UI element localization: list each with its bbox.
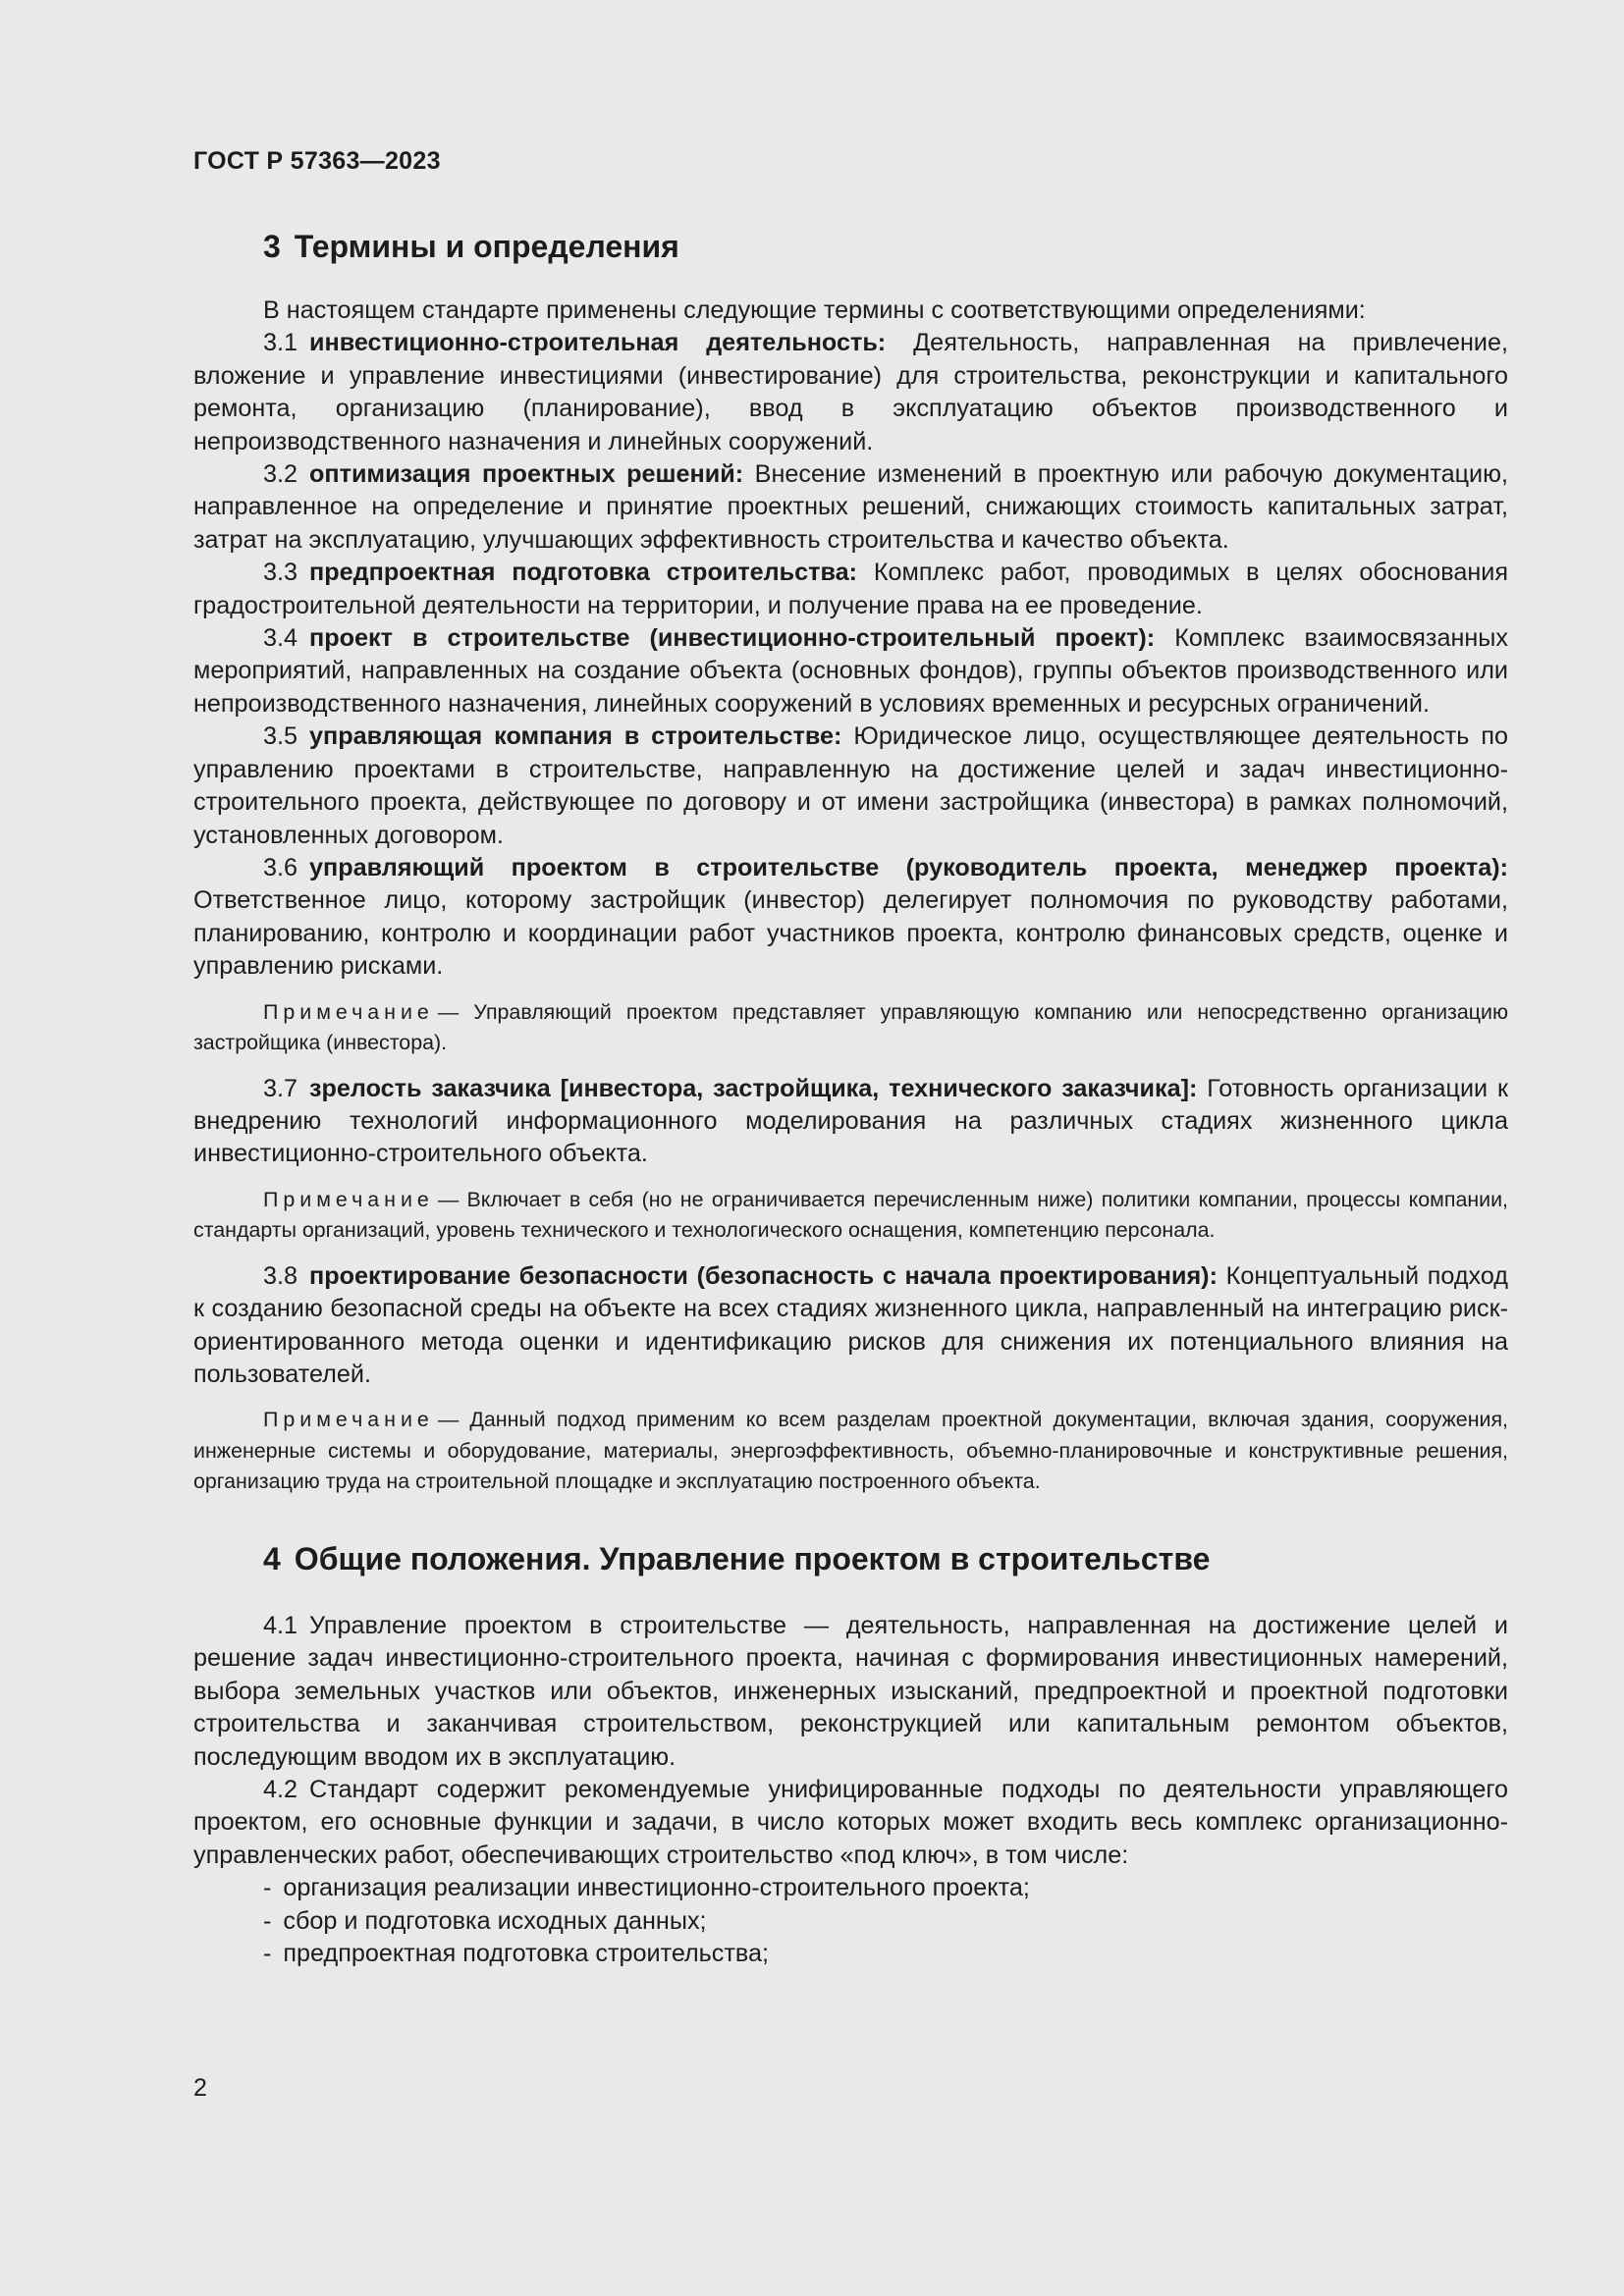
definition: Юридическое лицо, осуществляющее деятельность по управлению проектами в строительстве, направленную на достижение целей и задач инвестиционно-строительного проекта, действующее по договору и от имени застройщика (инвестора) в рамках полномочий, установленных договором. <box>193 722 1509 849</box>
section-3-intro: В настоящем стандарте применены следующие термины с соответствующими определениями: <box>263 296 1366 324</box>
clause-3-6: 3.6 управляющий проектом в строительстве (руководитель проекта, менеджер проекта): Ответственное лицо, которому застройщик (инвестор) делегирует полномочия по руководству работами, планированию, контролю и координации работ участников проекта, контролю финансовых средств, оценке и управлению рисками. <box>193 853 1508 981</box>
section-3-number: 3 <box>263 229 281 264</box>
page-number: 2 <box>193 2074 207 2102</box>
clause-3-3: 3.3 предпроектная подготовка строительства: Комплекс работ, проводимых в целях обоснования градостроительной деятельности на территории, и получение права на ее проведение. <box>193 559 1509 619</box>
note-label: Примечание <box>263 999 434 1024</box>
term: оптимизация проектных решений: <box>309 460 744 489</box>
note-3-6 <box>193 997 1508 1059</box>
section-3-heading: Термины и определения <box>294 229 679 264</box>
clause-3-7: 3.7 зрелость заказчика [инвестора, застройщика, технического заказчика]: Готовность организации к внедрению технологий информационного моделирования на различных стадиях жизненного цикла инвестиционно-строительного объекта. <box>193 1074 1508 1168</box>
definition: Комплекс взаимосвязанных мероприятий, направленных на создание объекта (основных фондов), группы объектов производственного или непроизводственного назначения, линейных сооружений в условиях временных и ресурсных ограничений. <box>193 624 1508 718</box>
note-text: — Включает в себя (но не ограничивается перечисленным ниже) политики компании, процессы компании, стандарты организаций, уровень технического и технологического оснащения, компетенцию персонала. <box>193 1187 1508 1243</box>
section-4-number: 4 <box>263 1540 281 1576</box>
section-4-title <box>193 1541 1508 1577</box>
clause-3-8: 3.8 проектирование безопасности (безопасность с начала проектирования): Концептуальный подход к созданию безопасной среды на объекте на всех стадиях жизненного цикла, направленный на интеграцию риск-ориентированного метода оценки и идентификацию рисков для снижения их потенциального влияния на пользователей. <box>193 1261 1509 1388</box>
note-text: — Управляющий проектом представляет управляющую компанию или непосредственно организацию застройщика (инвестора). <box>193 999 1508 1055</box>
task-list <box>193 1872 1508 1970</box>
clause-3-4: 3.4 проект в строительстве (инвестиционно-строительный проект): Комплекс взаимосвязанных мероприятий, направленных на создание объекта (основных фондов), группы объектов производственного или непроизводственного назначения, линейных сооружений в условиях временных и ресурсных ограничений. <box>193 624 1508 718</box>
clause-3-1: 3.1 инвестиционно-строительная деятельность: Деятельность, направленная на привлечение, вложение и управление инвестициями (инвестирование) для строительства, реконструкции и капитального ремонта, организацию (планирование), ввод в эксплуатацию объектов производственного и непроизводственного назначения и линейных сооружений. <box>193 329 1508 455</box>
section-4-heading: Общие положения. Управление проектом в строительстве <box>294 1540 1211 1576</box>
definition: Ответственное лицо, которому застройщик (инвестор) делегирует полномочия по руководству работами, планированию, контролю и координации работ участников проекта, контролю финансовых средств, оценке и управлению рисками. <box>193 886 1508 981</box>
definition: Концептуальный подход к созданию безопасной среды на объекте на всех стадиях жизненного цикла, направленный на интеграцию риск-ориентированного метода оценки и идентификацию рисков для снижения их потенциального влияния на пользователей. <box>193 1261 1509 1388</box>
note-3-8 <box>193 1405 1508 1498</box>
note-label: Примечание <box>263 1408 434 1432</box>
clause-4-2: 4.2 Стандарт содержит рекомендуемые унифицированные подходы по деятельности управляющего проектом, его основные функции и задачи, в число которых может входить весь комплекс организационно-управленческих работ, обеспечивающих строительство «под ключ», в том числе: <box>193 1775 1508 1869</box>
term: управляющий проектом в строительстве (руководитель проекта, менеджер проекта): <box>309 853 1508 881</box>
definition: Готовность организации к внедрению технологий информационного моделирования на различных стадиях жизненного цикла инвестиционно-строительного объекта. <box>193 1074 1508 1168</box>
standard-code: ГОСТ Р 57363—2023 <box>193 147 441 175</box>
term: зрелость заказчика [инвестора, застройщика, технического заказчика]: <box>309 1074 1198 1102</box>
note-text: — Данный подход применим ко всем разделам проектной документации, включая здания, сооружения, инженерные системы и оборудование, материалы, энергоэффективность, объемно-планировочные и конструктивные решения, организацию труда на строительной площадке и эксплуатацию построенного объекта. <box>193 1408 1508 1494</box>
list-item: - сбор и подготовка исходных данных; <box>263 1906 707 1935</box>
clause-3-2: 3.2 оптимизация проектных решений: Внесение изменений в проектную или рабочую документацию, направленное на определение и принятие проектных решений, снижающих стоимость капитальных затрат, затрат на эксплуатацию, улучшающих эффективность строительства и качество объекта. <box>193 460 1508 554</box>
definition: Внесение изменений в проектную или рабочую документацию, направленное на определение и принятие проектных решений, снижающих стоимость капитальных затрат, затрат на эксплуатацию, улучшающих эффективность строительства и качество объекта. <box>193 460 1508 554</box>
term: инвестиционно-строительная деятельность: <box>309 329 887 357</box>
term: управляющая компания в строительстве: <box>309 722 842 751</box>
section-3-title <box>193 229 1508 265</box>
note-3-7 <box>193 1185 1508 1247</box>
list-item: - организация реализации инвестиционно-строительного проекта; <box>263 1874 1030 1902</box>
definition: Комплекс работ, проводимых в целях обоснования градостроительной деятельности на территории, и получение права на ее проведение. <box>193 559 1509 619</box>
term: проектирование безопасности (безопасность с начала проектирования): <box>309 1261 1218 1290</box>
list-item: - предпроектная подготовка строительства; <box>263 1939 770 1967</box>
term: предпроектная подготовка строительства: <box>309 559 858 587</box>
clause-4-1: 4.1 Управление проектом в строительстве — деятельность, направленная на достижение целей и решение задач инвестиционно-строительного проекта, начиная с формирования инвестиционных намерений, выбора земельных участков или объектов, инженерных изысканий, предпроектной и проектной подготовки строительства и заканчивая строительством, реконструкцией или капитальным ремонтом объектов, последующим вводом их в эксплуатацию. <box>193 1611 1508 1771</box>
clause-3-5: 3.5 управляющая компания в строительстве: Юридическое лицо, осуществляющее деятельность по управлению проектами в строительстве, направленную на достижение целей и задач инвестиционно-строительного проекта, действующее по договору и от имени застройщика (инвестора) в рамках полномочий, установленных договором. <box>193 722 1509 849</box>
document-page <box>193 147 1508 1970</box>
definition: Деятельность, направленная на привлечение, вложение и управление инвестициями (инвестирование) для строительства, реконструкции и капитального ремонта, организацию (планирование), ввод в эксплуатацию объектов производственного и непроизводственного назначения и линейных сооружений. <box>193 329 1508 455</box>
note-label: Примечание <box>263 1187 434 1211</box>
term: проект в строительстве (инвестиционно-строительный проект): <box>309 624 1156 653</box>
